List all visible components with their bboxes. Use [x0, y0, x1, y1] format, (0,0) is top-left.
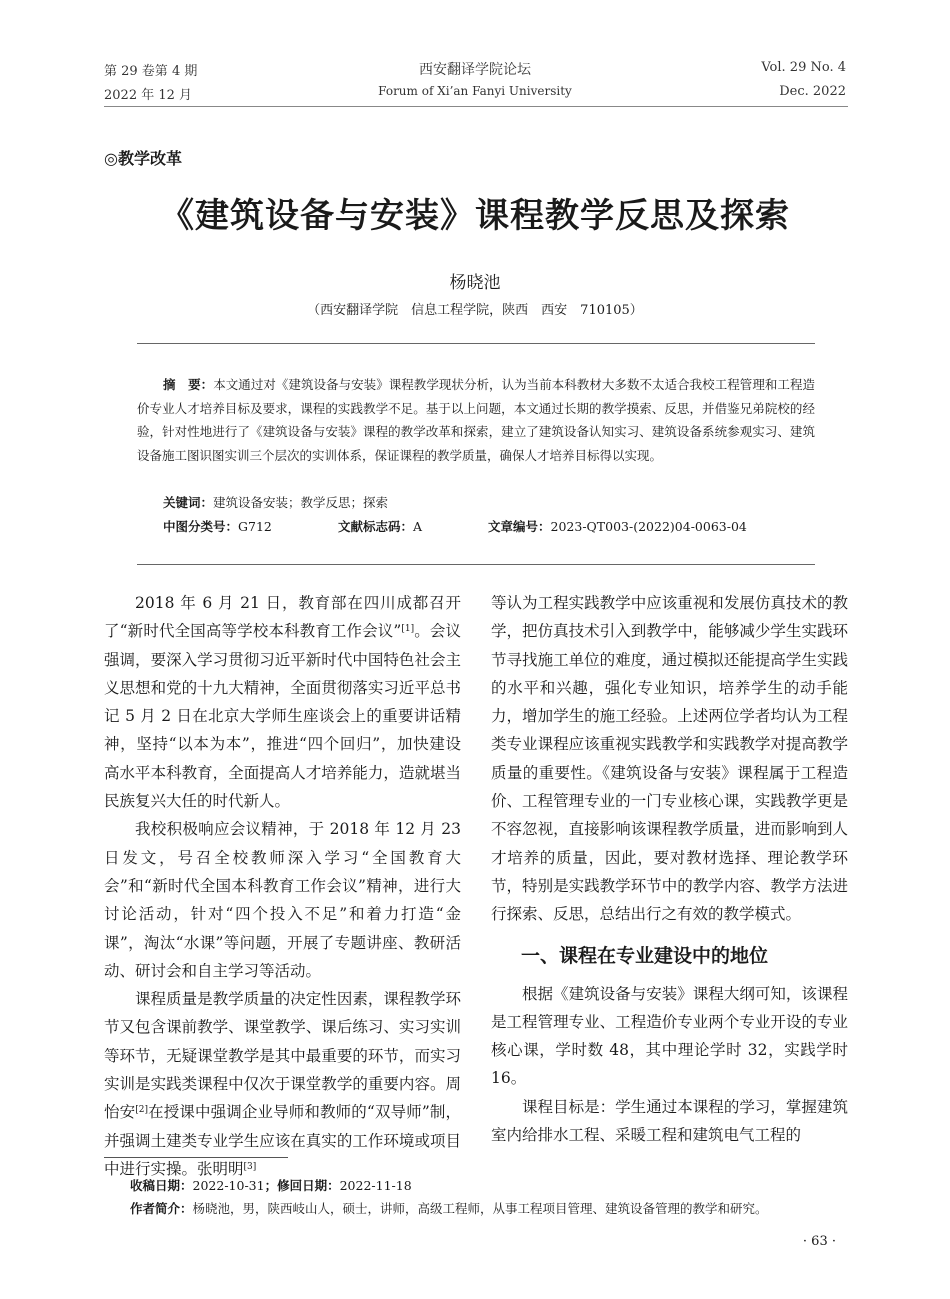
- doc-code-label: 文献标志码：: [338, 519, 414, 534]
- body-text: 2018 年 6 月 21 日，教育部在四川成都召开了“新时代全国高等学校本科教育工作会议”: [104, 594, 461, 641]
- bio-label: 作者简介：: [130, 1201, 193, 1216]
- abstract-bottom-rule: [137, 564, 815, 565]
- classification: [163, 517, 272, 535]
- keywords-label: 关键词：: [163, 495, 214, 510]
- body-left-column: [104, 589, 461, 1183]
- page-number: · 63 ·: [802, 1234, 836, 1249]
- citation-ref: [3]: [243, 1161, 257, 1172]
- footnote-bio: [130, 1199, 850, 1217]
- article-title: 《建筑设备与安装》课程教学反思及探索: [160, 196, 790, 236]
- document-code: [338, 517, 422, 535]
- header-date-en: Dec. 2022: [779, 84, 846, 99]
- keywords: [163, 493, 388, 511]
- citation-ref: [1]: [401, 624, 415, 635]
- header-journal-cn: 西安翻译学院论坛: [419, 62, 531, 78]
- article-no-label: 文章编号：: [488, 519, 551, 534]
- header-rule: [104, 106, 848, 107]
- keywords-text: 建筑设备安装；教学反思；探索: [213, 495, 389, 510]
- body-paragraph: 我校积极响应会议精神，于 2018 年 12 月 23 日发文，号召全校教师深入学习“全国教育大会”和“新时代全国本科教育工作会议”精神，进行大讨论活动，针对“四个投入不足”和着力打造“金课”，淘汰“水课”等问题，开展了专题讲座、教研活动、研讨会和自主学习等活动。: [104, 820, 461, 980]
- header-journal-en: Forum of Xi’an Fanyi University: [378, 84, 572, 98]
- body-right-column: [491, 589, 848, 1149]
- author-name: 杨晓池: [449, 273, 501, 293]
- header-date-cn: 2022 年 12 月: [104, 88, 193, 103]
- revised-label: ；修回日期：: [264, 1178, 340, 1193]
- article-number: [488, 517, 747, 535]
- received-label: 收稿日期：: [130, 1178, 193, 1193]
- header-volume-cn: 第 29 卷第 4 期: [104, 64, 198, 79]
- body-paragraph: 等认为工程实践教学中应该重视和发展仿真技术的教学，把仿真技术引入到教学中，能够减少学生实践环节寻找施工单位的难度，通过模拟还能提高学生实践的水平和兴趣，强化专业知识，培养学生的动手能力，增加学生的施工经验。上述两位学者均认为工程类专业课程应该重视实践教学和实践教学对提高教学质量的重要性。《建筑设备与安装》课程属于工程造价、工程管理专业的一门专业核心课，实践教学更是不容忽视，直接影响该课程教学质量，进而影响到人才培养的质量，因此，要对教材选择、理论教学环节，特别是实践教学环节中的教学内容、教学方法进行探索、反思，总结出行之有效的教学模式。: [491, 594, 848, 924]
- author-affiliation: （西安翻译学院 信息工程学院，陕西 西安 710105）: [307, 303, 643, 318]
- footnote-dates: [130, 1176, 412, 1194]
- doc-code-value: A: [413, 519, 423, 534]
- body-paragraph: [104, 985, 461, 1183]
- abstract-top-rule: [137, 343, 815, 344]
- body-paragraph: 根据《建筑设备与安装》课程大纲可知，该课程是工程管理专业、工程造价专业两个专业开设的专业核心课，学时数 48，其中理论学时 32，实践学时 16。: [491, 984, 848, 1088]
- abstract: [137, 373, 815, 467]
- section-heading: 一、课程在专业建设中的地位: [521, 944, 769, 967]
- article-no-value: 2023-QT003-(2022)04-0063-04: [550, 519, 747, 534]
- classification-value: G712: [238, 519, 272, 534]
- bio-text: 杨晓池，男，陕西岐山人，硕士，讲师，高级工程师，从事工程项目管理、建筑设备管理的教学和研究。: [192, 1201, 768, 1216]
- section-tag: ◎教学改革: [104, 149, 182, 168]
- citation-ref: [2]: [135, 1105, 149, 1116]
- body-text: 在授课中强调企业导师和教师的“双导师”制，并强调土建类专业学生应该在真实的工作环境或项目中进行实操。张明明: [104, 1103, 461, 1178]
- header-volume-en: Vol. 29 No. 4: [761, 60, 846, 75]
- revised-date: 2022-11-18: [339, 1178, 412, 1193]
- abstract-label: 摘 要：: [163, 377, 214, 392]
- body-text: 。会议强调，要深入学习贯彻习近平新时代中国特色社会主义思想和党的十九大精神，全面贯彻落实习近平总书记 5 月 2 日在北京大学师生座谈会上的重要讲话精神，坚持“以本为本”，推进“四个回归”，加快建设高水平本科教育，全面提高人才培养能力，造就堪当民族复兴大任的时代新人。: [104, 622, 461, 811]
- received-date: 2022-10-31: [192, 1178, 265, 1193]
- footnote-rule: [104, 1157, 288, 1158]
- body-paragraph: [104, 589, 461, 815]
- abstract-text: 本文通过对《建筑设备与安装》课程教学现状分析，认为当前本科教材大多数不太适合我校工程管理和工程造价专业人才培养目标及要求，课程的实践教学不足。基于以上问题，本文通过长期的教学摸索、反思，并借鉴兄弟院校的经验，针对性地进行了《建筑设备与安装》课程的教学改革和探索，建立了建筑设备认知实习、建筑设备系统参观实习、建筑设备施工图识图实训三个层次的实训体系，保证课程的教学质量，确保人才培养目标得以实现。: [137, 377, 815, 463]
- classification-label: 中图分类号：: [163, 519, 239, 534]
- body-text: 课程质量是教学质量的决定性因素，课程教学环节又包含课前教学、课堂教学、课后练习、实习实训等环节，无疑课堂教学是其中最重要的环节，而实习实训是实践类课程中仅次于课堂教学的重要内容。周怡安: [104, 990, 461, 1122]
- body-paragraph: 课程目标是：学生通过本课程的学习，掌握建筑室内给排水工程、采暖工程和建筑电气工程的: [491, 1097, 848, 1145]
